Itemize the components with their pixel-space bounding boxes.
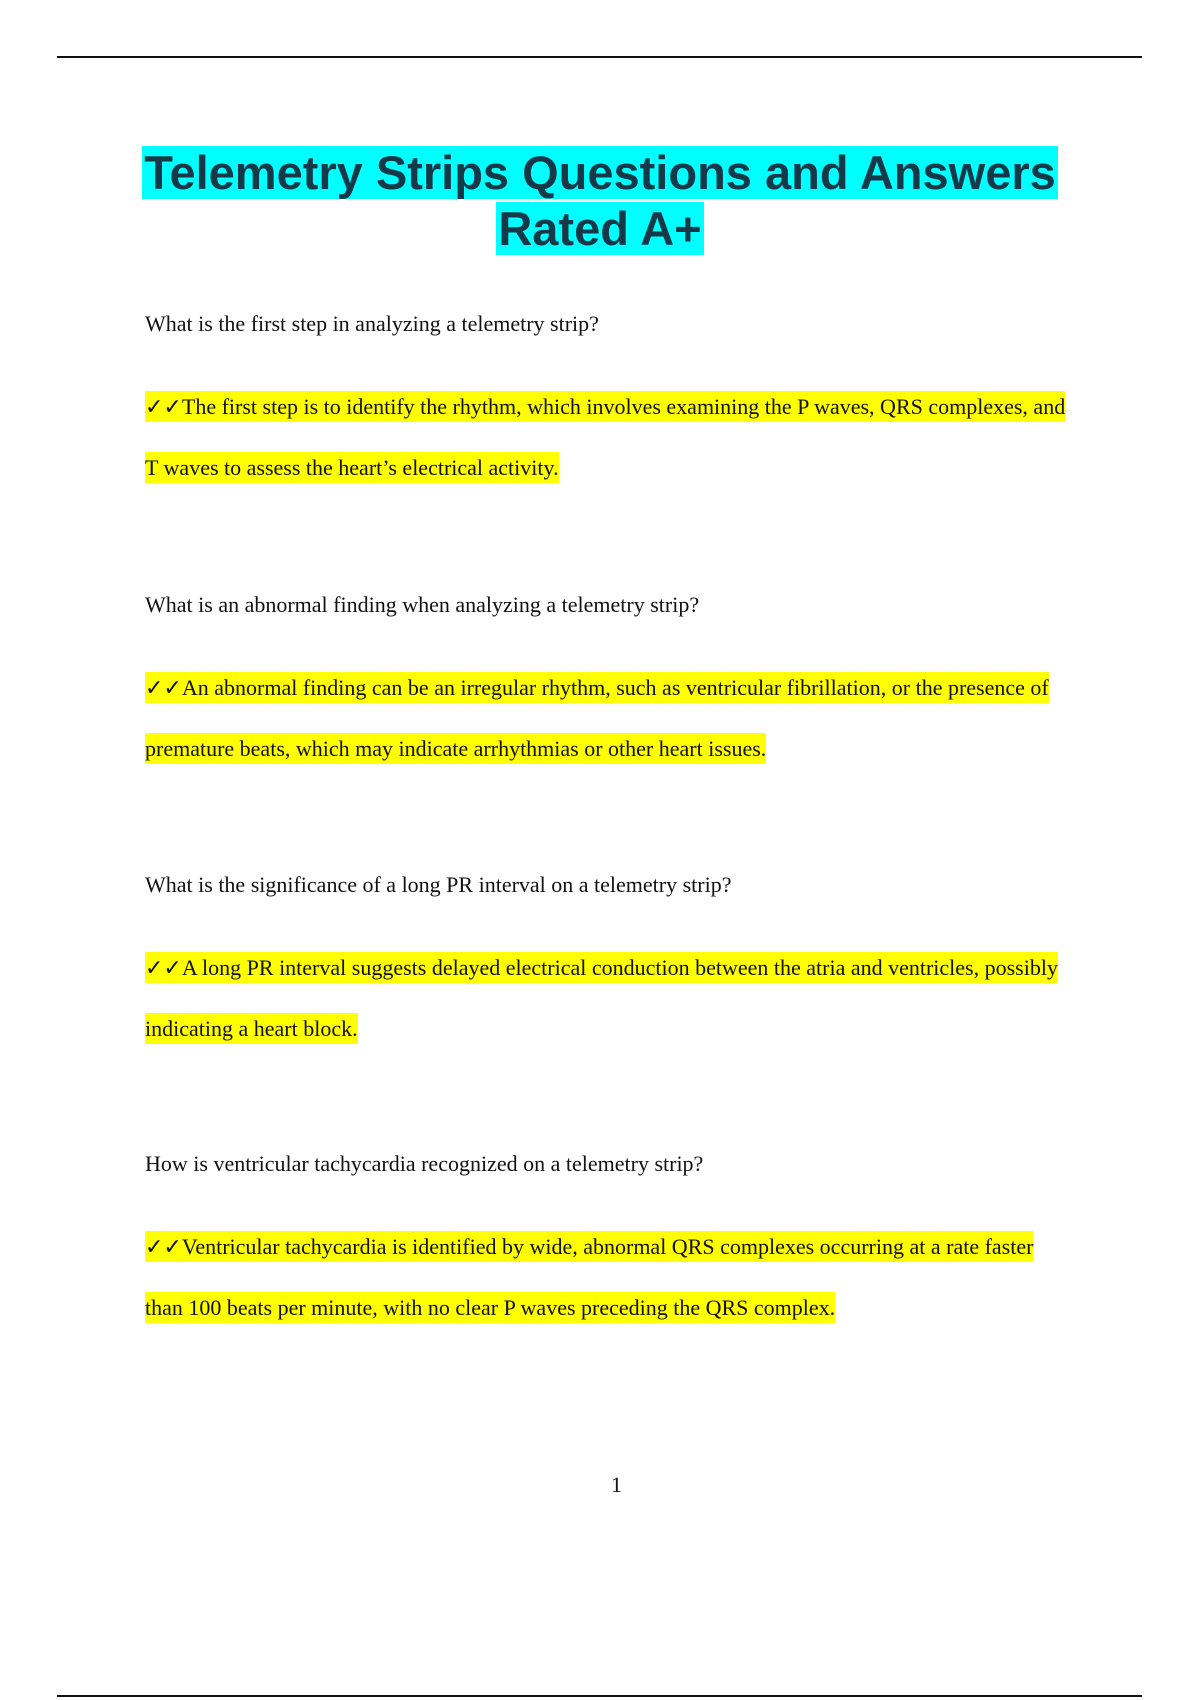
- answer-body: Ventricular tachycardia is identified by wide, abnormal QRS complexes occurring at a rate faster than 100 beats per minute, with no clear P waves preceding the QRS complex.: [145, 1234, 1034, 1320]
- header-rule: [57, 56, 1142, 58]
- check-icon: ✓✓: [145, 676, 182, 701]
- qa-item-3: [145, 871, 1075, 1059]
- document-title-text: Telemetry Strips Questions and Answers Rated A+: [144, 146, 1056, 255]
- qa-item-1: [145, 310, 1075, 498]
- qa-item-2: [145, 591, 1075, 779]
- answer-text: [145, 1217, 1075, 1338]
- question-text: What is the significance of a long PR interval on a telemetry strip?: [145, 872, 732, 897]
- answer-body: An abnormal finding can be an irregular rhythm, such as ventricular fibrillation, or the presence of premature beats, which may indicate arrhythmias or other heart issues.: [145, 675, 1049, 761]
- answer-text: [145, 377, 1075, 498]
- check-icon: ✓✓: [145, 1235, 182, 1260]
- qa-item-4: [145, 1150, 1075, 1338]
- answer-body: The first step is to identify the rhythm, which involves examining the P waves, QRS complexes, and T waves to assess the heart’s electrical activity.: [145, 394, 1066, 480]
- question-text: What is the first step in analyzing a telemetry strip?: [145, 311, 599, 336]
- check-icon: ✓✓: [145, 395, 182, 420]
- check-icon: ✓✓: [145, 956, 182, 981]
- answer-body: A long PR interval suggests delayed electrical conduction between the atria and ventricles, possibly indicating a heart block.: [145, 955, 1058, 1041]
- question-text: What is an abnormal finding when analyzing a telemetry strip?: [145, 592, 700, 617]
- question-text: How is ventricular tachycardia recognized on a telemetry strip?: [145, 1151, 704, 1176]
- answer-text: [145, 658, 1075, 779]
- page-number: 1: [611, 1472, 622, 1497]
- footer-rule: [57, 1695, 1142, 1697]
- answer-text: [145, 938, 1075, 1059]
- document-title: [100, 145, 1100, 257]
